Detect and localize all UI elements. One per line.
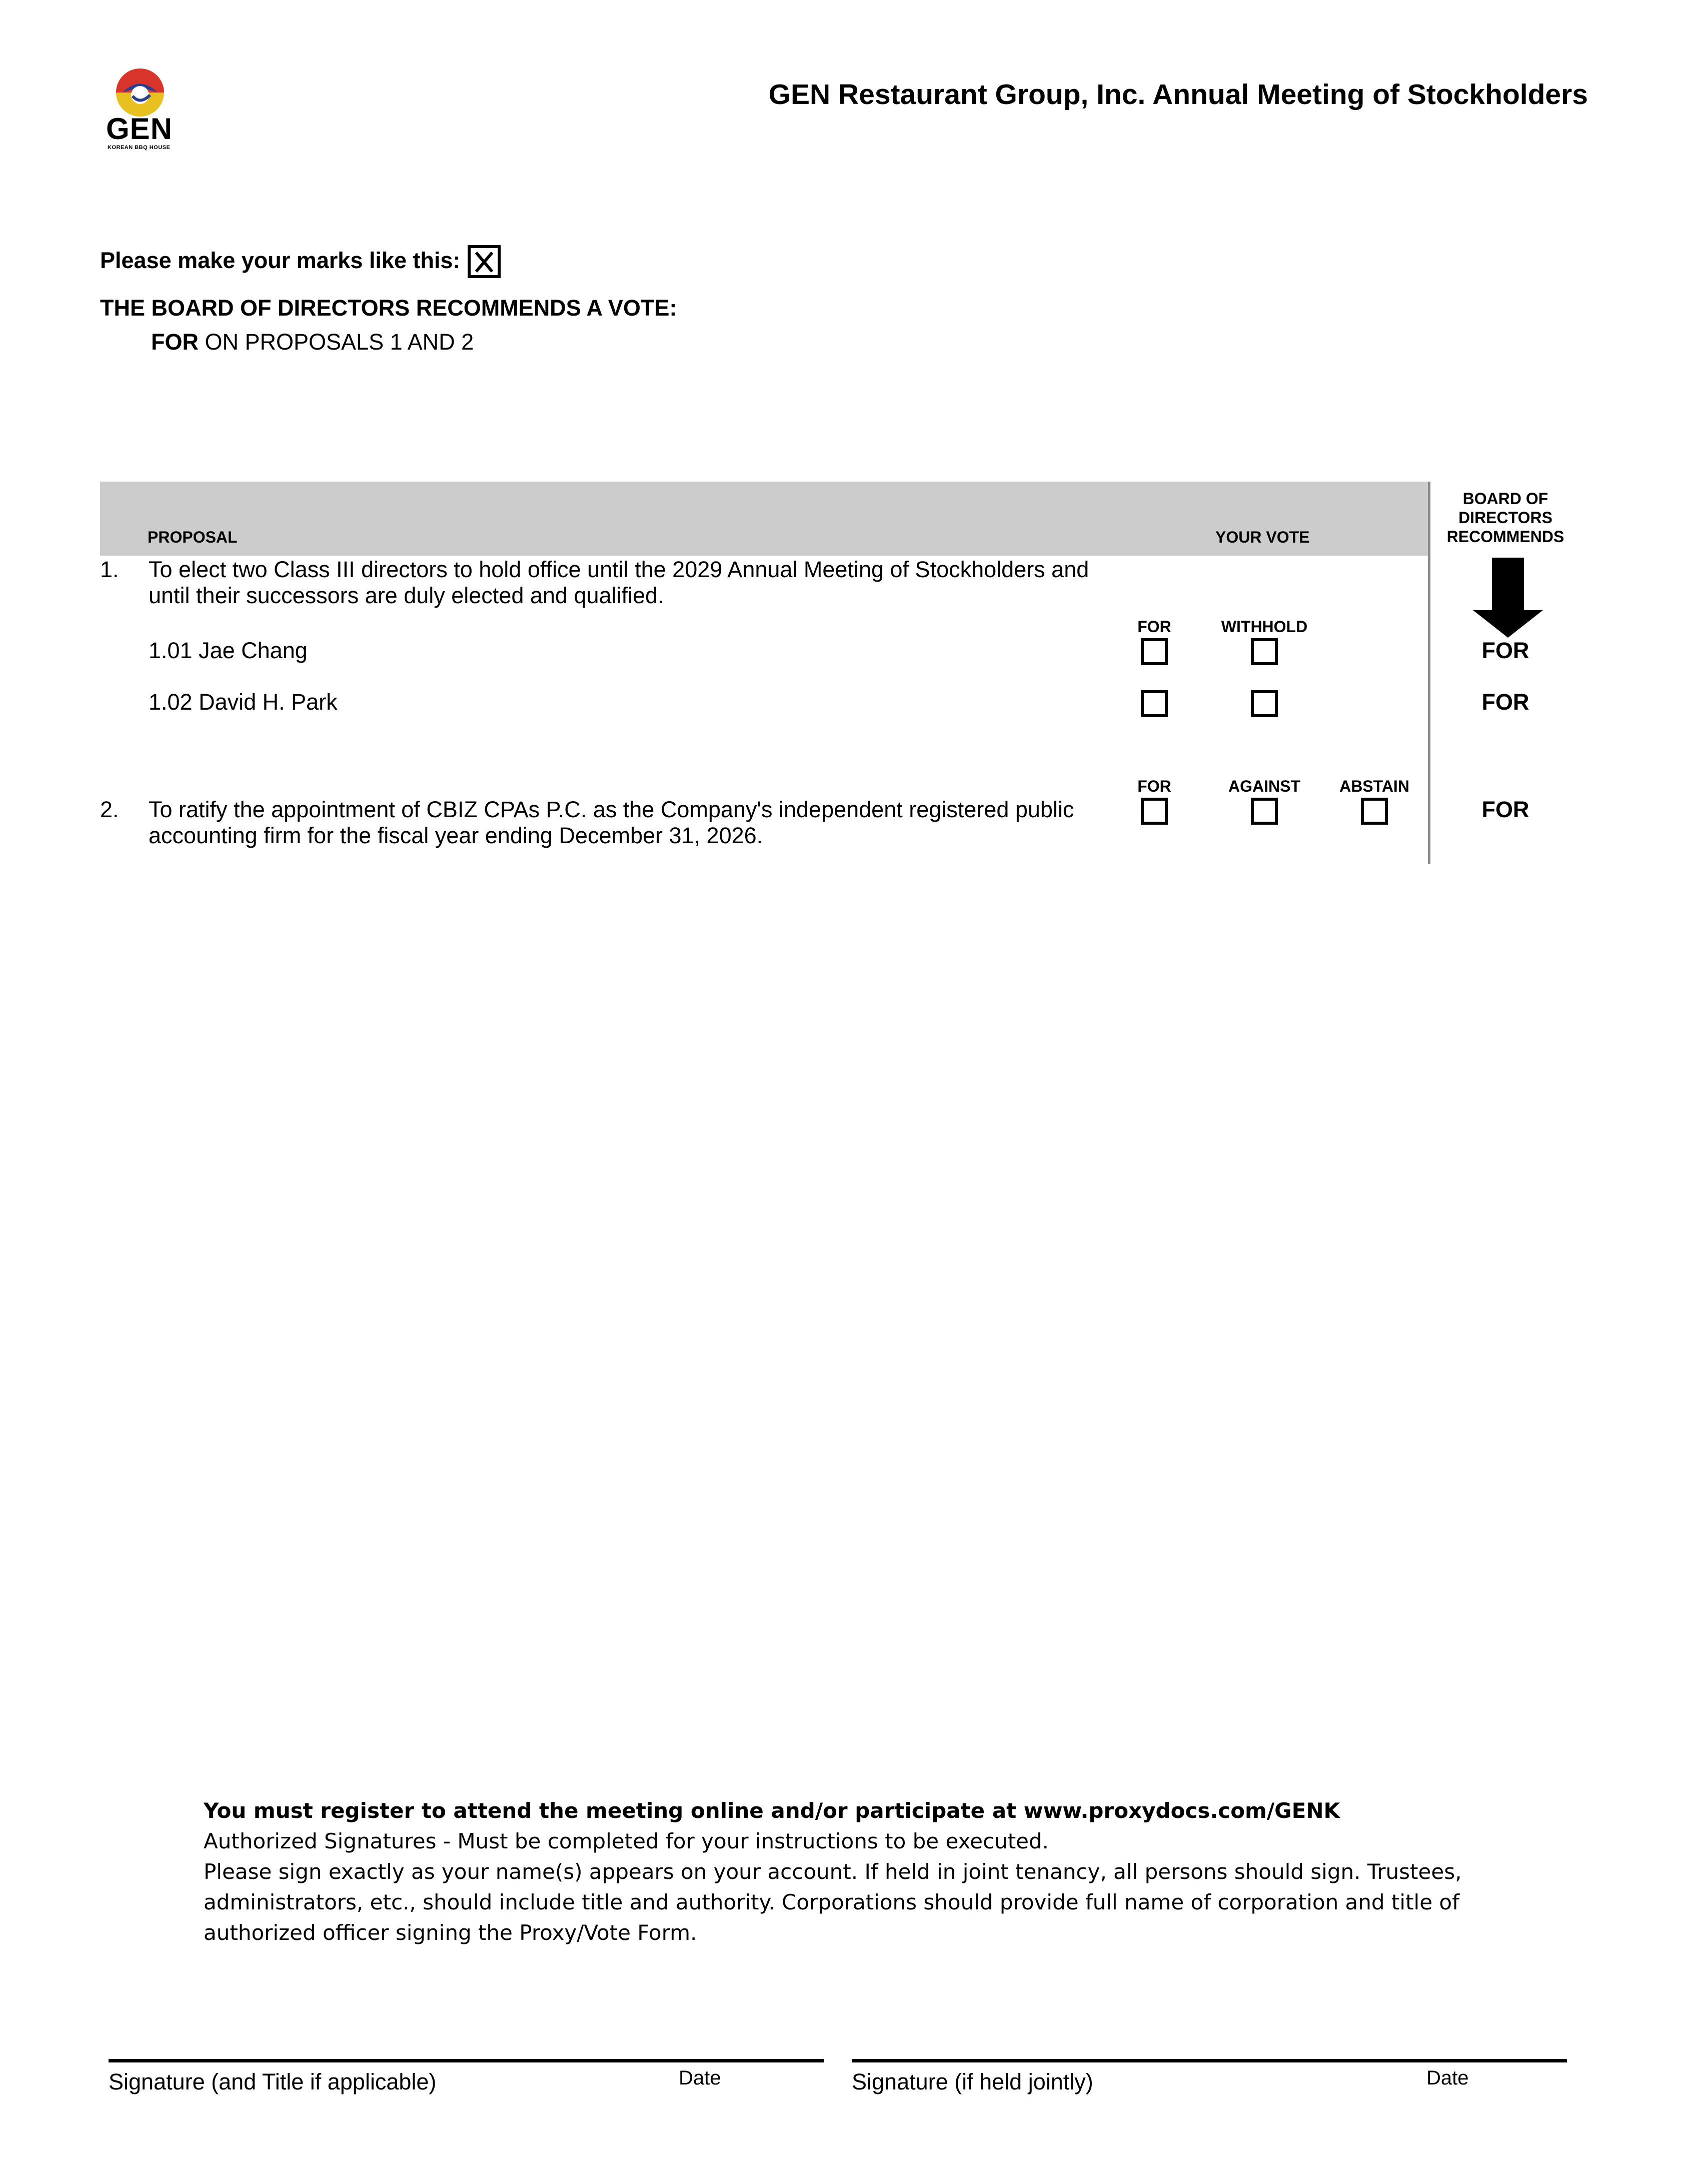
column-header-board-recommends: BOARD OF DIRECTORS RECOMMENDS xyxy=(1446,490,1564,546)
nominee-1-01-recommendation: FOR xyxy=(1481,638,1529,663)
column-header-proposal: PROPOSAL xyxy=(148,528,238,546)
for-proposals-text: ON PROPOSALS 1 AND 2 xyxy=(199,329,474,355)
proposal-2-abstain-checkbox[interactable] xyxy=(1361,798,1388,825)
nominee-1-02: 1.02 David H. Park xyxy=(149,689,338,715)
marks-instruction-label: Please make your marks like this: xyxy=(100,248,461,273)
down-arrow-icon xyxy=(1473,558,1543,638)
column-header-your-vote: YOUR VOTE xyxy=(1215,528,1310,546)
proposal-2-against-checkbox[interactable] xyxy=(1251,798,1278,825)
p2-against-label: AGAINST xyxy=(1228,777,1300,795)
p2-abstain-label: ABSTAIN xyxy=(1339,777,1409,795)
nominee-1-02-for-checkbox[interactable] xyxy=(1141,690,1168,717)
logo-subtext: KOREAN BBQ HOUSE xyxy=(108,145,171,151)
proposal-2-number: 2. xyxy=(100,797,119,822)
signature-1-line[interactable] xyxy=(109,2059,824,2062)
sign-instructions-text: Please sign exactly as your name(s) appears on your account. If held in joint tenancy, all persons should sign. Trustees, administrators, etc., should include title and authority. Corporations should provide full name of corporation and title of authorized officer signing the Proxy/Vote Form. xyxy=(204,1859,1462,1945)
proposal-2-text: To ratify the appointment of CBIZ CPAs P.C. as the Company's independent registered public accounting firm for the fiscal year ending December 31, 2026. xyxy=(149,797,1074,848)
date-2-label: Date xyxy=(1426,2067,1469,2089)
logo-text: GEN xyxy=(106,112,173,146)
date-1-label: Date xyxy=(679,2067,721,2089)
nominee-1-01: 1.01 Jae Chang xyxy=(149,638,308,663)
board-recommends-heading: THE BOARD OF DIRECTORS RECOMMENDS A VOTE: xyxy=(100,295,677,321)
proposal-1-text: To elect two Class III directors to hold office until the 2029 Annual Meeting of Stockholders and until their successors are duly elected and qualified. xyxy=(149,557,1089,608)
nominee-1-01-for-checkbox[interactable] xyxy=(1141,638,1168,665)
proposal-2-recommendation: FOR xyxy=(1481,797,1529,822)
nominee-1-02-withhold-checkbox[interactable] xyxy=(1251,690,1278,717)
signature-2-label: Signature (if held jointly) xyxy=(852,2069,1093,2094)
page-title: GEN Restaurant Group, Inc. Annual Meeting of Stockholders xyxy=(768,79,1588,111)
for-keyword: FOR xyxy=(151,329,199,355)
sample-mark-checkbox xyxy=(468,245,501,278)
p1-for-label: FOR xyxy=(1137,618,1171,636)
signature-notice xyxy=(204,1795,1504,1948)
register-notice: You must register to attend the meeting online and/or participate at www.proxydocs.com/GENK xyxy=(204,1798,1340,1823)
signature-1-label: Signature (and Title if applicable) xyxy=(109,2069,437,2094)
board-recommendation-line xyxy=(151,329,474,355)
nominee-1-01-withhold-checkbox[interactable] xyxy=(1251,638,1278,665)
signature-2-line[interactable] xyxy=(852,2059,1567,2062)
nominee-1-02-recommendation: FOR xyxy=(1481,689,1529,715)
authorized-signatures-text: Authorized Signatures - Must be completed for your instructions to be executed. xyxy=(204,1829,1049,1853)
p2-for-label: FOR xyxy=(1137,777,1171,795)
proposal-1-number: 1. xyxy=(100,557,119,582)
proposal-2-for-checkbox[interactable] xyxy=(1141,798,1168,825)
p1-withhold-label: WITHHOLD xyxy=(1221,618,1308,636)
x-mark-icon xyxy=(471,249,497,275)
